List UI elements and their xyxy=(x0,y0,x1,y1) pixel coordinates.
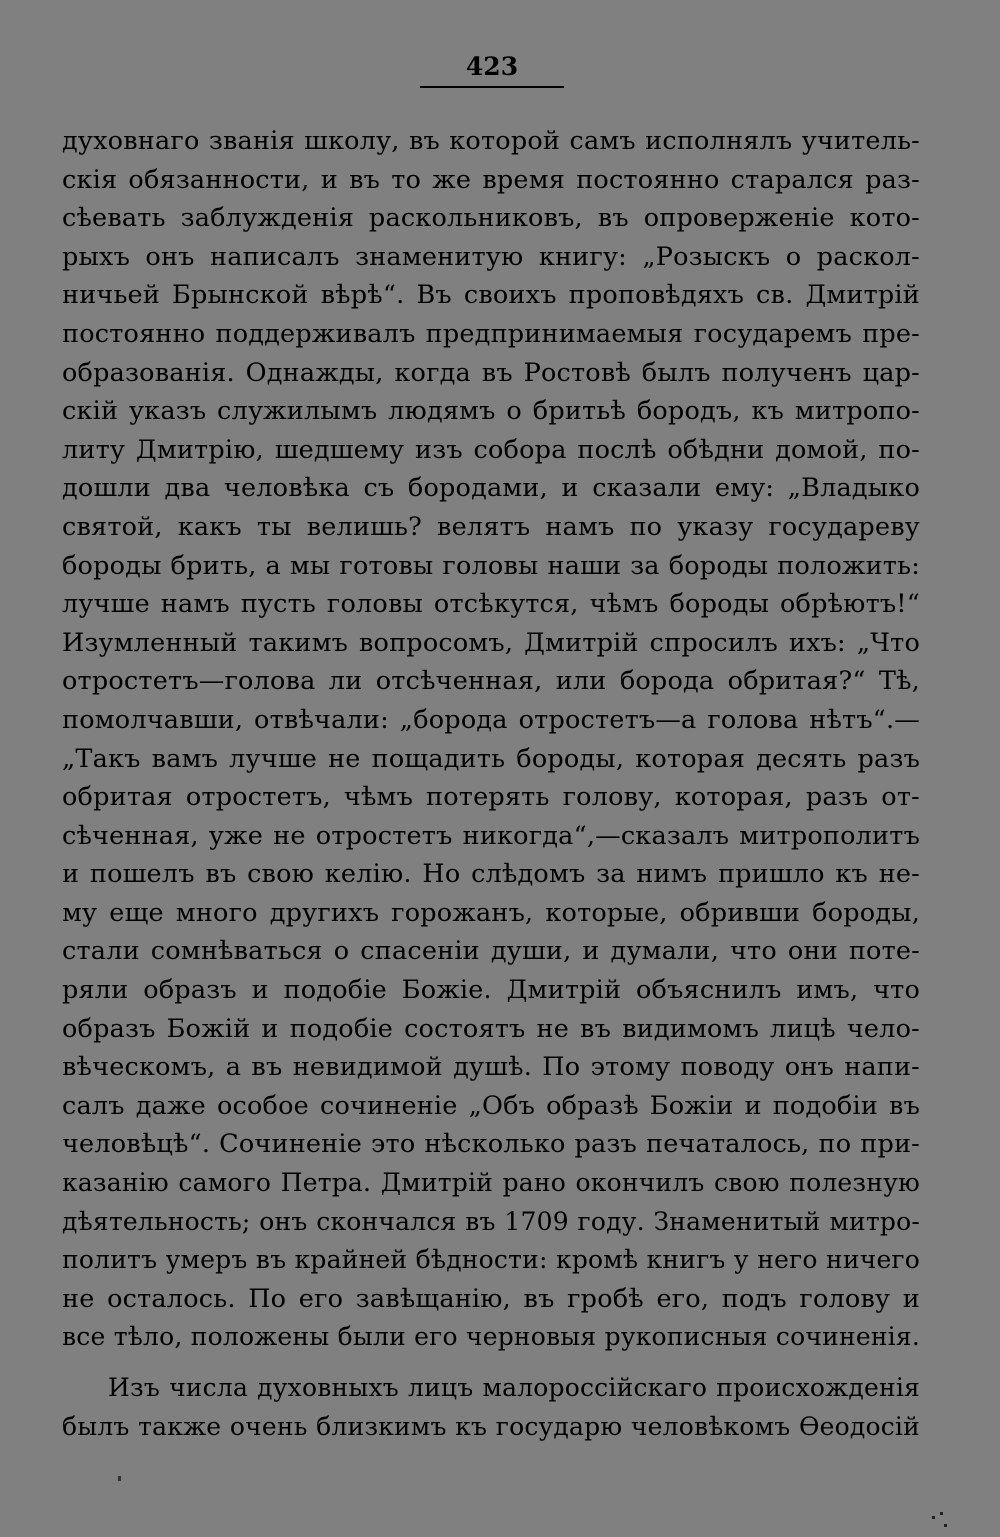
text-line: литу Дмитрію, шедшему изъ собора послѣ обѣдни домой, по- xyxy=(62,434,920,465)
text-line: дѣятельность; онъ скончался въ 1709 году. Знаменитый митро- xyxy=(62,1206,920,1236)
text-line: скій указъ служилымъ людямъ о бритьѣ бородъ, къ митропо- xyxy=(62,396,920,427)
text-line: ничьей Брынской вѣрѣ“. Въ своихъ проповѣдяхъ св. Дмитрій xyxy=(62,280,920,311)
body-text xyxy=(62,122,920,1446)
text-line: рыхъ онъ написалъ знаменитую книгу: „Розыскъ о раскол- xyxy=(62,241,920,272)
text-line: сѣченная, уже не отростетъ никогда“,—сказалъ митрополитъ xyxy=(62,820,920,851)
text-line: духовнаго званія школу, въ которой самъ исполнялъ учитель- xyxy=(62,126,920,156)
text-line: помолчавши, отвѣчали: „борода отростетъ—а голова нѣтъ“.— xyxy=(62,704,920,735)
text-line: святой, какъ ты велишь? велятъ намъ по указу государеву xyxy=(62,511,920,542)
paragraph xyxy=(62,122,920,1357)
page-number: 423 xyxy=(465,52,519,81)
text-line: не осталось. По его завѣщанію, въ гробѣ его, подъ голову и xyxy=(62,1283,920,1314)
text-line: обритая отростетъ, чѣмъ потерять голову, которая, разъ от- xyxy=(62,782,920,813)
text-line: ряли образъ и подобіе Божіе. Дмитрій объяснилъ имъ, что xyxy=(62,975,920,1006)
text-line: стали сомнѣваться о спасеніи души, и думали, что они поте- xyxy=(62,936,920,967)
text-line: человѣцѣ“. Сочиненіе это нѣсколько разъ печаталось, по при- xyxy=(62,1129,920,1160)
text-line: отростетъ—голова ли отсѣченная, или борода обритая?“ Тѣ, xyxy=(62,666,920,697)
text-line: политъ умеръ въ крайней бѣдности: кромѣ книгъ у него ничего xyxy=(62,1245,920,1275)
text-line: бороды брить, а мы готовы головы наши за бороды положить: xyxy=(62,550,920,581)
text-line: скія обязанности, и въ то же время постоянно старался раз- xyxy=(62,164,920,195)
text-line: все тѣло, положены были его черновыя рукописныя сочиненія. xyxy=(62,1322,920,1352)
text-line: Изумленный такимъ вопросомъ, Дмитрій спросилъ ихъ: „Что xyxy=(62,627,920,658)
text-line: дошли два человѣка съ бородами, и сказали ему: „Владыко xyxy=(62,473,920,504)
text-line: Изъ числа духовныхъ лицъ малороссійскаго происхожденія xyxy=(108,1373,920,1402)
page-speck xyxy=(118,1476,121,1481)
paragraph xyxy=(62,1369,920,1446)
page-number-rule xyxy=(420,86,564,88)
text-line: „Такъ вамъ лучше не пощадить бороды, которая десять разъ xyxy=(62,743,920,774)
text-line: былъ также очень близкимъ къ государю человѣкомъ Ѳеодосій xyxy=(62,1411,920,1441)
text-line: казанію самого Петра. Дмитрій рано окончилъ свою полезную xyxy=(62,1168,920,1198)
text-line: сѣевать заблужденія раскольниковъ, въ опроверженіе кото- xyxy=(62,203,920,234)
text-line: образованія. Однажды, когда въ Ростовѣ былъ полученъ цар- xyxy=(62,357,920,388)
text-line: образъ Божій и подобіе состоятъ не въ видимомъ лицѣ чело- xyxy=(62,1013,920,1044)
text-line: и пошелъ въ свою келію. Но слѣдомъ за нимъ пришло къ не- xyxy=(62,859,920,890)
paragraph-gap xyxy=(62,1357,920,1369)
text-line: вѣческомъ, а въ невидимой душѣ. По этому поводу онъ напи- xyxy=(62,1052,920,1083)
text-line: му еще много другихъ горожанъ, которые, обривши бороды, xyxy=(62,897,920,928)
text-line: лучше намъ пусть головы отсѣкутся, чѣмъ бороды обрѣютъ!“ xyxy=(62,589,920,620)
text-line: салъ даже особое сочиненіе „Объ образѣ Божіи и подобіи въ xyxy=(62,1090,920,1121)
text-line: постоянно поддерживалъ предпринимаемыя государемъ пре- xyxy=(62,318,920,349)
page-speck xyxy=(930,1510,958,1532)
